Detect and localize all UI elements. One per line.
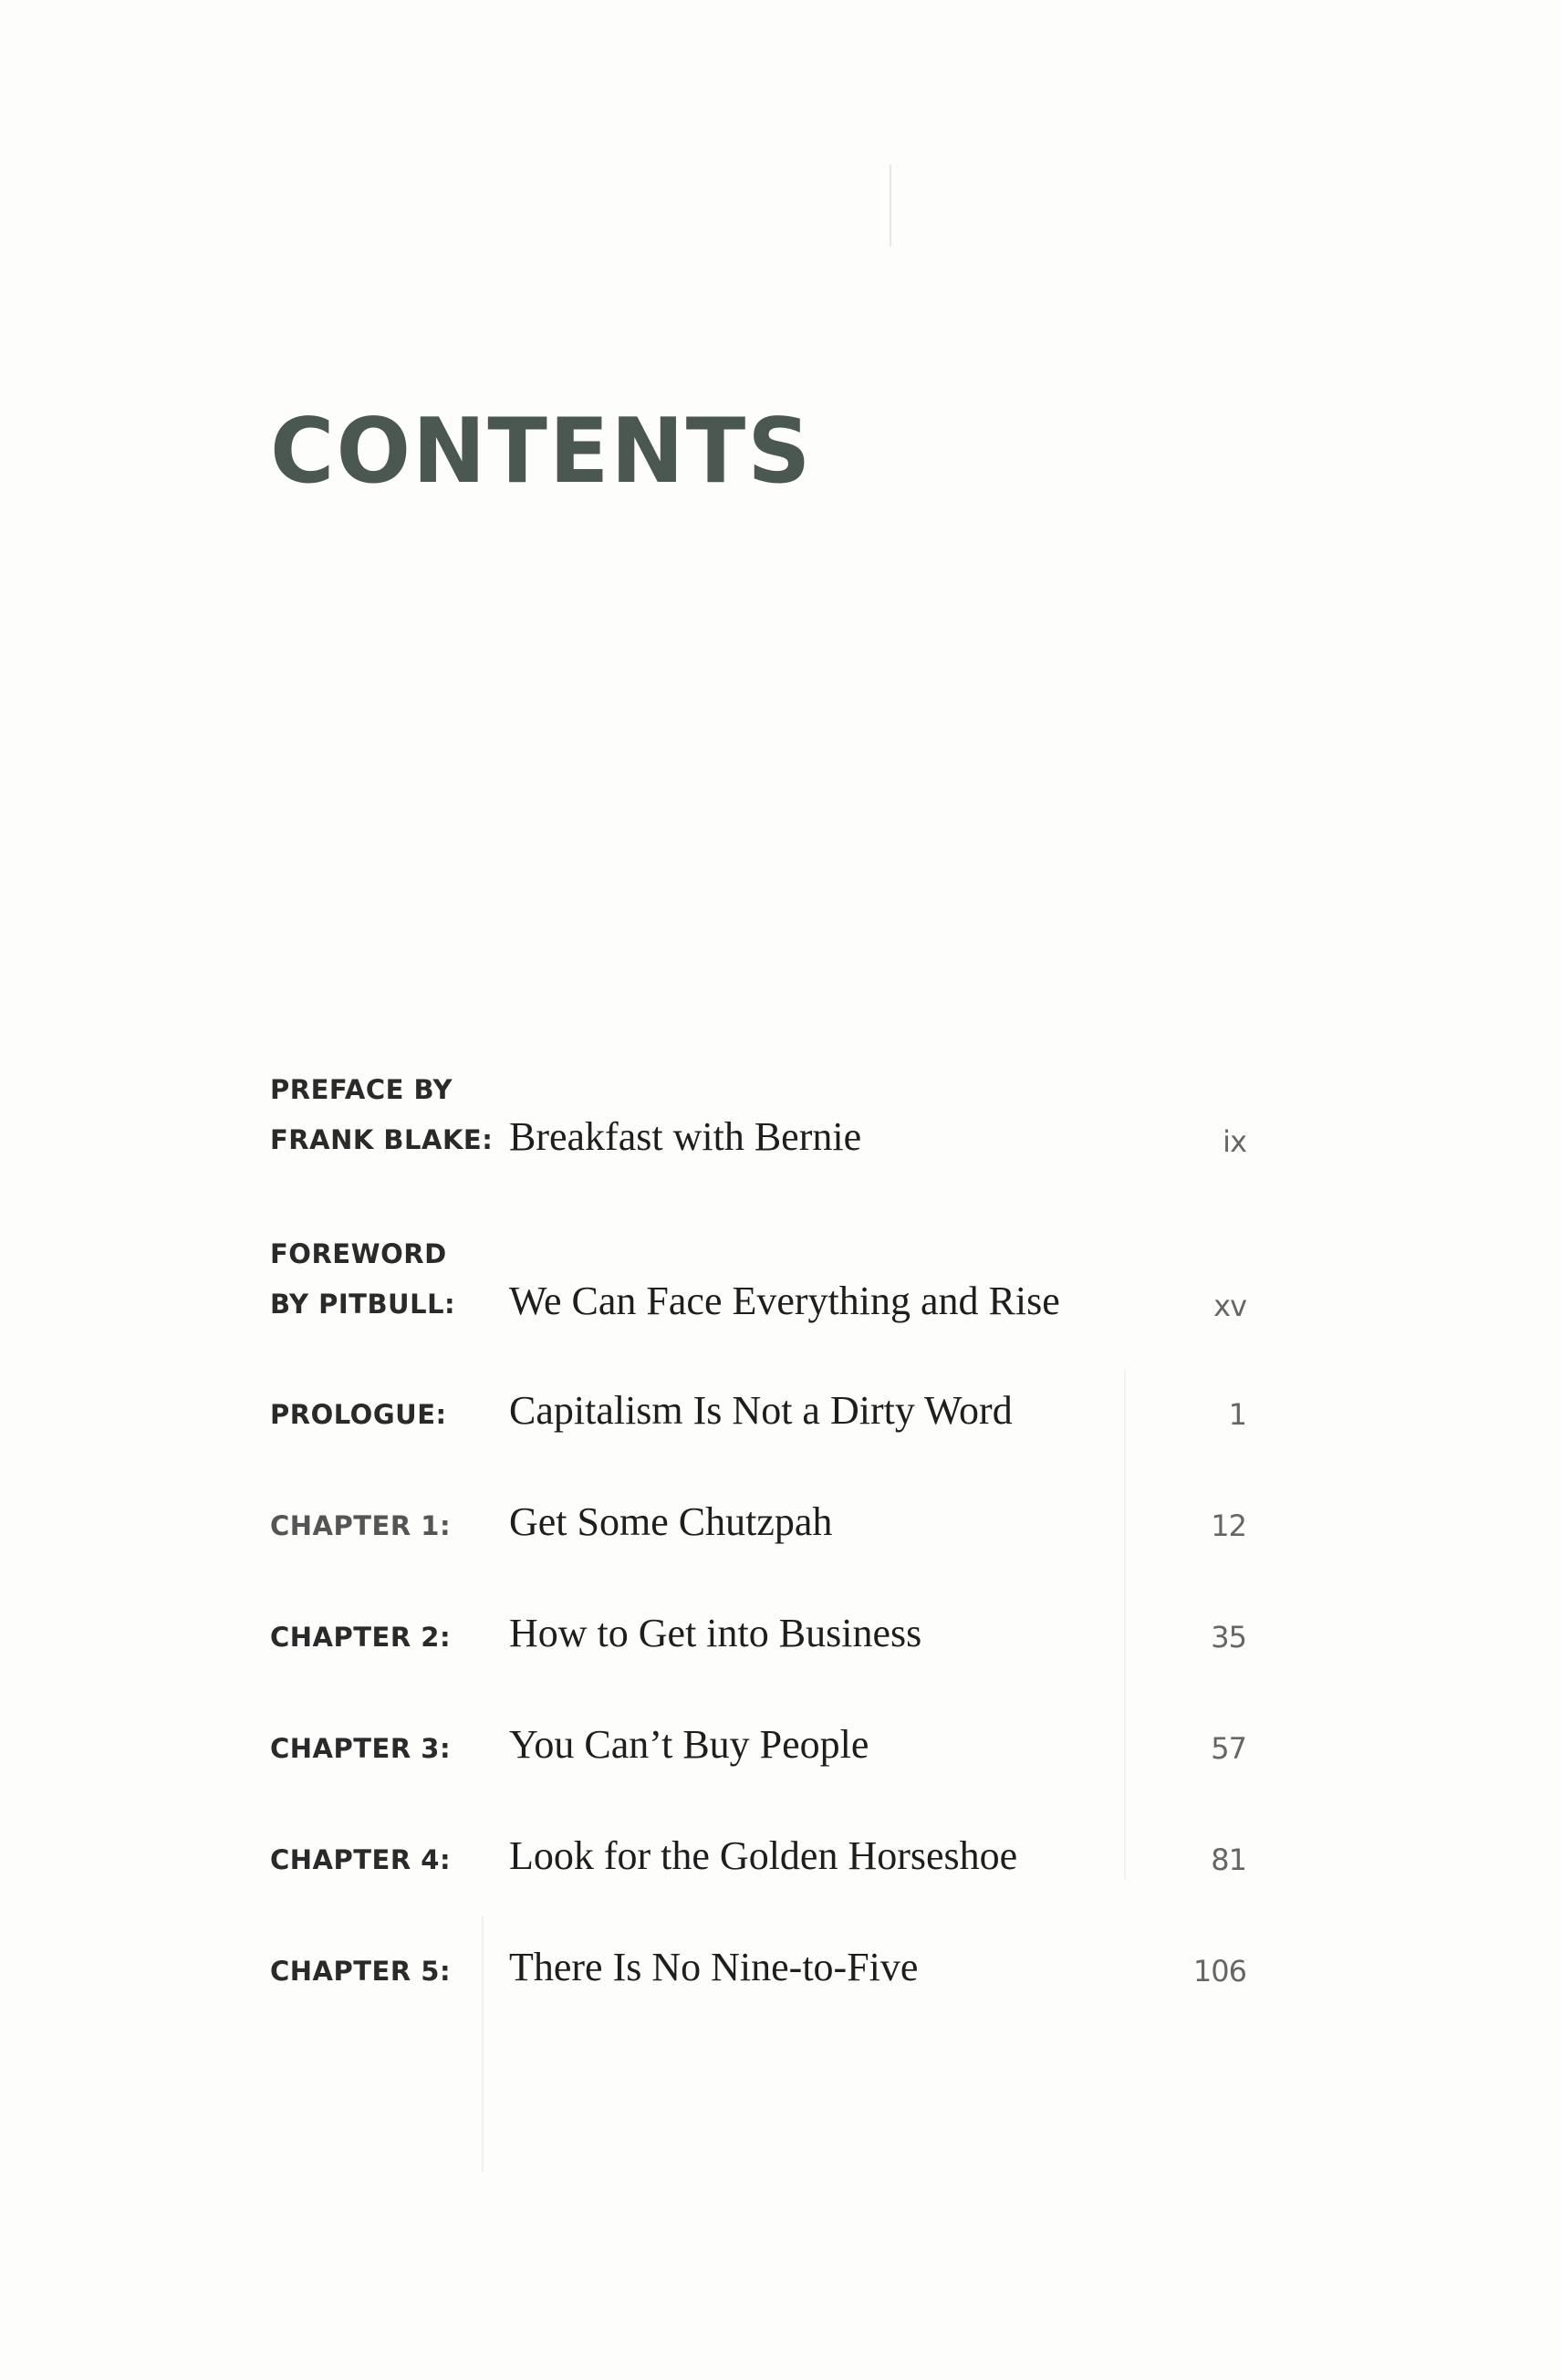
entry-page-number: ix [1223,1124,1246,1159]
entry-page-number: 57 [1211,1731,1246,1766]
entry-page-number: 1 [1228,1397,1246,1432]
entry-label: PROLOGUE: [270,1399,447,1430]
entry-label: CHAPTER 2: [270,1622,452,1653]
entry-label: CHAPTER 4: [270,1844,452,1875]
entry-title: How to Get into Business [509,1611,922,1655]
entry-label: CHAPTER 1: [270,1510,452,1541]
entry-title: Breakfast with Bernie [509,1114,862,1159]
entry-title: Get Some Chutzpah [509,1499,833,1544]
scan-mark [482,1916,484,2172]
entry-label: CHAPTER 3: [270,1733,452,1764]
entry-page-number: 106 [1192,1954,1246,1989]
scan-mark [1124,1369,1126,1880]
page-title: CONTENTS [270,400,813,504]
entry-page-number: xv [1213,1289,1246,1323]
entry-title: Look for the Golden Horseshoe [509,1833,1018,1878]
entry-page-number: 35 [1211,1620,1246,1655]
entry-title: You Can’t Buy People [509,1722,869,1767]
entry-label-line2: BY PITBULL: [270,1289,456,1320]
entry-label-line1: FOREWORD [270,1238,447,1269]
entry-page-number: 81 [1211,1842,1246,1877]
scan-mark [890,164,891,246]
entry-page-number: 12 [1211,1508,1246,1543]
entry-title: Capitalism Is Not a Dirty Word [509,1388,1013,1433]
entry-label-line1: PREFACE BY [270,1074,453,1105]
entry-label-line2: FRANK BLAKE: [270,1124,494,1155]
entry-title: There Is No Nine-to-Five [509,1945,919,1989]
entry-title: We Can Face Everything and Rise [509,1279,1060,1323]
entry-label: CHAPTER 5: [270,1956,452,1987]
